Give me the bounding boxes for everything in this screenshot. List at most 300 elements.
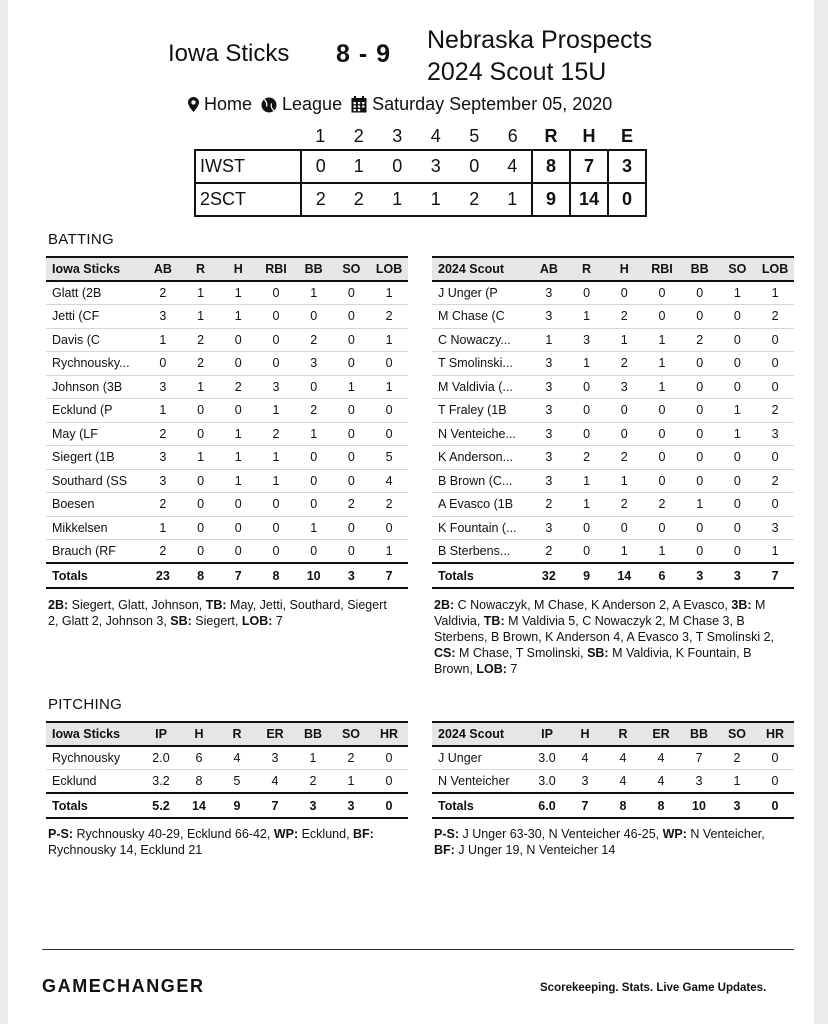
player-stat: 1 <box>756 281 794 305</box>
player-stat: 0 <box>333 469 371 493</box>
player-name: Jetti (CF <box>46 305 144 329</box>
player-stat: 0 <box>333 422 371 446</box>
player-name: M Valdivia (... <box>432 375 530 399</box>
player-stat: 1 <box>370 375 408 399</box>
player-stat: 2 <box>605 493 643 517</box>
player-stat: 4 <box>566 746 604 770</box>
player-row <box>432 493 794 517</box>
player-row <box>432 399 794 423</box>
linescore-table <box>194 124 647 217</box>
note-text: Rychnousky 40-29, Ecklund 66-42, <box>73 827 274 841</box>
player-stat: 3 <box>530 352 568 376</box>
inning-runs: 0 <box>455 150 494 183</box>
player-stat: 0 <box>219 352 257 376</box>
player-stat: 2 <box>370 305 408 329</box>
stats-footer <box>46 563 408 588</box>
player-stat: 1 <box>219 469 257 493</box>
note-text: Ecklund, <box>298 827 354 841</box>
note-label: LOB: <box>476 662 507 676</box>
player-stat: 1 <box>605 540 643 564</box>
note-label: TB: <box>483 614 505 628</box>
errors-header: E <box>620 126 633 146</box>
player-name: Southard (SS <box>46 469 144 493</box>
player-stat: 0 <box>182 422 220 446</box>
stats-header-row <box>46 722 408 746</box>
note-label: WP: <box>662 827 687 841</box>
player-stat: 1 <box>219 446 257 470</box>
game-location-label: Home <box>204 94 253 114</box>
note-label: 3B: <box>731 598 752 612</box>
player-stat: 0 <box>219 516 257 540</box>
player-stat: 3 <box>530 446 568 470</box>
total-stat: 8 <box>642 793 680 818</box>
player-stat: 2 <box>605 305 643 329</box>
player-stat: 0 <box>257 493 295 517</box>
player-stat: 1 <box>144 328 182 352</box>
stats-body <box>432 281 794 563</box>
player-stat: 0 <box>719 446 757 470</box>
player-stat: 0 <box>182 399 220 423</box>
player-stat: 4 <box>604 770 642 794</box>
player-stat: 1 <box>605 469 643 493</box>
player-stat: 0 <box>681 375 719 399</box>
player-stat: 3 <box>256 746 294 770</box>
player-stat: 4 <box>370 469 408 493</box>
note-text: 7 <box>272 614 283 628</box>
player-stat: 0 <box>370 770 408 794</box>
note-text: May, Jetti, Southard, Siegert 2, Glatt 2, Johnson 3, <box>48 598 387 628</box>
player-row <box>46 328 408 352</box>
player-stat: 0 <box>295 540 333 564</box>
player-stat: 4 <box>642 746 680 770</box>
total-stat: 7 <box>756 563 794 588</box>
player-stat: 0 <box>568 281 606 305</box>
note-text: N Venteicher, <box>686 827 765 841</box>
player-stat: 0 <box>295 375 333 399</box>
player-stat: 2.0 <box>142 746 180 770</box>
player-name: B Brown (C... <box>432 469 530 493</box>
player-stat: 0 <box>370 516 408 540</box>
player-stat: 3.0 <box>528 746 566 770</box>
inning-runs: 1 <box>494 183 533 216</box>
player-stat: 2 <box>295 399 333 423</box>
player-stat: 0 <box>719 516 757 540</box>
player-stat: 0 <box>182 540 220 564</box>
note-text: Siegert, <box>191 614 242 628</box>
stat-column-header: SO <box>333 257 371 281</box>
player-stat: 0 <box>643 305 681 329</box>
total-stat: 8 <box>257 563 295 588</box>
player-stat: 0 <box>681 352 719 376</box>
game-date-label: Saturday September 05, 2020 <box>372 94 613 114</box>
player-name: Glatt (2B <box>46 281 144 305</box>
totals-row <box>432 793 794 818</box>
player-stat: 3 <box>530 305 568 329</box>
total-stat: 3 <box>294 793 332 818</box>
stats-header-row <box>432 257 794 281</box>
player-stat: 0 <box>605 422 643 446</box>
player-stat: 1 <box>681 493 719 517</box>
stats-footer <box>432 793 794 818</box>
inning-runs: 0 <box>301 150 340 183</box>
player-stat: 0 <box>643 446 681 470</box>
player-name: C Nowaczy... <box>432 328 530 352</box>
total-stat: 14 <box>605 563 643 588</box>
note-text: J Unger 19, N Venteicher 14 <box>454 843 616 857</box>
player-stat: 0 <box>257 352 295 376</box>
calendar-icon <box>351 96 367 113</box>
player-stat: 0 <box>295 493 333 517</box>
note-label: 2B: <box>48 598 69 612</box>
stat-column-header: R <box>218 722 256 746</box>
player-stat: 0 <box>719 469 757 493</box>
player-stat: 1 <box>605 328 643 352</box>
player-stat: 4 <box>604 746 642 770</box>
player-name: T Fraley (1B <box>432 399 530 423</box>
player-stat: 2 <box>718 746 756 770</box>
inning-header: 5 <box>469 126 480 146</box>
player-stat: 2 <box>295 328 333 352</box>
linescore-team-header <box>195 124 301 150</box>
stat-column-header: BB <box>680 722 718 746</box>
player-stat: 0 <box>333 281 371 305</box>
player-stat: 1 <box>568 305 606 329</box>
player-stat: 2 <box>568 446 606 470</box>
player-name: K Anderson... <box>432 446 530 470</box>
player-name: M Chase (C <box>432 305 530 329</box>
pitching-notes-away <box>48 826 404 858</box>
player-stat: 0 <box>681 516 719 540</box>
player-stat: 1 <box>568 469 606 493</box>
stat-column-header: BB <box>295 257 333 281</box>
stats-header-row <box>432 722 794 746</box>
player-stat: 0 <box>333 399 371 423</box>
player-stat: 3 <box>530 281 568 305</box>
player-row <box>46 352 408 376</box>
player-stat: 0 <box>568 399 606 423</box>
team-column-header: 2024 Scout <box>432 722 528 746</box>
player-stat: 0 <box>756 770 794 794</box>
player-stat: 1 <box>568 493 606 517</box>
player-row <box>432 422 794 446</box>
home-team-name <box>427 24 652 88</box>
player-stat: 1 <box>295 422 333 446</box>
totals-row <box>46 563 408 588</box>
inning-runs: 1 <box>417 183 456 216</box>
player-stat: 0 <box>295 469 333 493</box>
player-stat: 0 <box>144 352 182 376</box>
game-info <box>188 94 621 115</box>
total-stat: 7 <box>219 563 257 588</box>
player-stat: 0 <box>605 516 643 540</box>
team-column-header: Iowa Sticks <box>46 722 142 746</box>
stat-column-header: ER <box>256 722 294 746</box>
player-stat: 0 <box>333 516 371 540</box>
player-stat: 0 <box>719 352 757 376</box>
player-stat: 0 <box>568 516 606 540</box>
total-stat: 9 <box>568 563 606 588</box>
player-name: K Fountain (... <box>432 516 530 540</box>
linescore-team: IWST <box>195 150 301 183</box>
inning-runs: 2 <box>340 183 379 216</box>
totals-label: Totals <box>46 793 142 818</box>
player-stat: 2 <box>332 746 370 770</box>
player-name: Brauch (RF <box>46 540 144 564</box>
stat-column-header: LOB <box>756 257 794 281</box>
inning-runs: 3 <box>417 150 456 183</box>
player-stat: 3 <box>257 375 295 399</box>
player-stat: 1 <box>370 540 408 564</box>
total-errors: 3 <box>608 150 646 183</box>
note-label: WP: <box>273 827 299 841</box>
stats-header <box>432 257 794 281</box>
stat-column-header: SO <box>719 257 757 281</box>
note-label: 2B: <box>434 598 455 612</box>
linescore-header-row <box>195 124 646 150</box>
linescore-row <box>195 183 646 216</box>
total-stat: 10 <box>295 563 333 588</box>
game-type-label: League <box>282 94 343 114</box>
inning-header: 6 <box>507 126 518 146</box>
total-stat: 3 <box>718 793 756 818</box>
totals-label: Totals <box>432 793 528 818</box>
stat-column-header: H <box>566 722 604 746</box>
player-stat: 1 <box>144 516 182 540</box>
stats-body <box>46 281 408 563</box>
baseball-icon <box>261 97 277 113</box>
player-stat: 1 <box>530 328 568 352</box>
player-stat: 0 <box>756 375 794 399</box>
totals-row <box>432 563 794 588</box>
player-stat: 0 <box>756 446 794 470</box>
note-label: CS: <box>434 646 456 660</box>
player-name: Siegert (1B <box>46 446 144 470</box>
player-row <box>46 770 408 794</box>
inning-runs: 2 <box>301 183 340 216</box>
player-stat: 2 <box>643 493 681 517</box>
player-name: T Smolinski... <box>432 352 530 376</box>
total-stat: 23 <box>144 563 182 588</box>
player-stat: 5 <box>370 446 408 470</box>
player-stat: 1 <box>719 399 757 423</box>
inning-runs: 4 <box>494 150 533 183</box>
player-name: Ecklund <box>46 770 142 794</box>
note-text: M Valdivia, K Fountain, B Brown, <box>434 646 752 676</box>
total-stat: 9 <box>218 793 256 818</box>
home-team-name-line1: Nebraska Prospects <box>427 26 653 54</box>
note-label: BF: <box>434 843 455 857</box>
player-stat: 0 <box>333 305 371 329</box>
inning-header: 4 <box>430 126 441 146</box>
total-stat: 0 <box>756 793 794 818</box>
game-type <box>261 94 342 115</box>
player-row <box>46 746 408 770</box>
player-row <box>46 446 408 470</box>
stats-body <box>432 746 794 793</box>
note-label: TB: <box>205 598 227 612</box>
stat-column-header: R <box>604 722 642 746</box>
stat-column-header: ER <box>642 722 680 746</box>
total-runs: 9 <box>532 183 570 216</box>
player-name: N Venteiche... <box>432 422 530 446</box>
player-stat: 0 <box>257 540 295 564</box>
player-stat: 0 <box>568 375 606 399</box>
inning-runs: 1 <box>378 183 417 216</box>
team-column-header: 2024 Scout <box>432 257 530 281</box>
inning-runs: 2 <box>455 183 494 216</box>
player-stat: 0 <box>681 422 719 446</box>
player-row <box>432 446 794 470</box>
player-row <box>46 493 408 517</box>
player-stat: 0 <box>719 540 757 564</box>
player-stat: 0 <box>370 352 408 376</box>
player-row <box>46 399 408 423</box>
pitching-table-away <box>46 721 408 819</box>
total-stat: 7 <box>256 793 294 818</box>
player-stat: 1 <box>219 422 257 446</box>
total-stat: 7 <box>370 563 408 588</box>
gamechanger-logo: GAMECHANGER <box>42 976 205 996</box>
inning-header: 2 <box>353 126 364 146</box>
player-stat: 0 <box>333 540 371 564</box>
note-label: LOB: <box>241 614 273 628</box>
stat-column-header: RBI <box>643 257 681 281</box>
player-stat: 1 <box>182 446 220 470</box>
player-stat: 1 <box>182 305 220 329</box>
batting-notes-away <box>48 597 398 629</box>
player-stat: 0 <box>681 399 719 423</box>
player-stat: 1 <box>719 422 757 446</box>
player-stat: 0 <box>643 469 681 493</box>
note-label: P-S: <box>434 827 459 841</box>
player-stat: 0 <box>182 493 220 517</box>
player-row <box>46 469 408 493</box>
footer-divider <box>42 949 794 950</box>
player-stat: 1 <box>756 540 794 564</box>
total-stat: 5.2 <box>142 793 180 818</box>
player-stat: 3 <box>530 422 568 446</box>
total-stat: 0 <box>370 793 408 818</box>
note-label: BF: <box>353 827 374 841</box>
player-stat: 3.2 <box>142 770 180 794</box>
player-stat: 0 <box>182 469 220 493</box>
player-stat: 3 <box>295 352 333 376</box>
player-stat: 1 <box>257 446 295 470</box>
player-stat: 2 <box>182 352 220 376</box>
player-stat: 1 <box>568 352 606 376</box>
player-stat: 2 <box>182 328 220 352</box>
player-stat: 3 <box>756 516 794 540</box>
batting-table-home <box>432 256 794 589</box>
total-errors: 0 <box>608 183 646 216</box>
player-row <box>46 305 408 329</box>
total-hits: 7 <box>570 150 608 183</box>
player-stat: 0 <box>219 399 257 423</box>
player-stat: 0 <box>257 328 295 352</box>
player-stat: 2 <box>219 375 257 399</box>
total-stat: 6.0 <box>528 793 566 818</box>
player-stat: 7 <box>680 746 718 770</box>
map-pin-icon <box>188 97 199 112</box>
inning-header: 3 <box>392 126 403 146</box>
player-stat: 0 <box>681 540 719 564</box>
note-text: J Unger 63-30, N Venteicher 46-25, <box>459 827 663 841</box>
player-row <box>432 281 794 305</box>
stat-column-header: IP <box>142 722 180 746</box>
inning-header: 1 <box>315 126 326 146</box>
player-stat: 0 <box>295 446 333 470</box>
player-stat: 3.0 <box>528 770 566 794</box>
player-stat: 0 <box>257 305 295 329</box>
total-hits: 14 <box>570 183 608 216</box>
player-row <box>432 469 794 493</box>
runs-header: R <box>544 126 558 146</box>
player-row <box>432 746 794 770</box>
player-name: Mikkelsen <box>46 516 144 540</box>
batting-section-title: BATTING <box>48 231 114 248</box>
stat-column-header: HR <box>756 722 794 746</box>
player-stat: 5 <box>218 770 256 794</box>
player-stat: 3 <box>144 305 182 329</box>
note-label: SB: <box>587 646 609 660</box>
player-stat: 2 <box>681 328 719 352</box>
player-stat: 0 <box>370 746 408 770</box>
player-stat: 0 <box>719 328 757 352</box>
stat-column-header: H <box>180 722 218 746</box>
stat-column-header: IP <box>528 722 566 746</box>
home-team-name-line2: 2024 Scout 15U <box>427 58 607 86</box>
stat-column-header: AB <box>530 257 568 281</box>
player-row <box>432 516 794 540</box>
player-name: Boesen <box>46 493 144 517</box>
stat-column-header: LOB <box>370 257 408 281</box>
stat-column-header: RBI <box>257 257 295 281</box>
player-stat: 1 <box>719 281 757 305</box>
total-runs: 8 <box>532 150 570 183</box>
player-row <box>432 305 794 329</box>
player-name: J Unger (P <box>432 281 530 305</box>
player-stat: 0 <box>756 352 794 376</box>
player-row <box>432 540 794 564</box>
total-stat: 32 <box>530 563 568 588</box>
player-stat: 0 <box>370 422 408 446</box>
player-stat: 0 <box>719 305 757 329</box>
note-text: Rychnousky 14, Ecklund 21 <box>48 843 203 857</box>
player-stat: 0 <box>756 493 794 517</box>
player-stat: 0 <box>219 493 257 517</box>
player-stat: 1 <box>333 375 371 399</box>
total-stat: 10 <box>680 793 718 818</box>
player-stat: 3 <box>530 469 568 493</box>
stat-column-header: SO <box>718 722 756 746</box>
stats-footer <box>432 563 794 588</box>
game-location <box>188 94 252 115</box>
player-name: Ecklund (P <box>46 399 144 423</box>
stat-column-header: AB <box>144 257 182 281</box>
player-stat: 2 <box>144 493 182 517</box>
player-stat: 3 <box>756 422 794 446</box>
player-name: Davis (C <box>46 328 144 352</box>
player-stat: 2 <box>756 305 794 329</box>
total-stat: 14 <box>180 793 218 818</box>
player-name: N Venteicher <box>432 770 528 794</box>
player-stat: 0 <box>568 540 606 564</box>
final-score: 8 - 9 <box>336 40 392 68</box>
player-stat: 0 <box>333 446 371 470</box>
batting-table-away <box>46 256 408 589</box>
total-stat: 3 <box>681 563 719 588</box>
player-stat: 0 <box>605 281 643 305</box>
